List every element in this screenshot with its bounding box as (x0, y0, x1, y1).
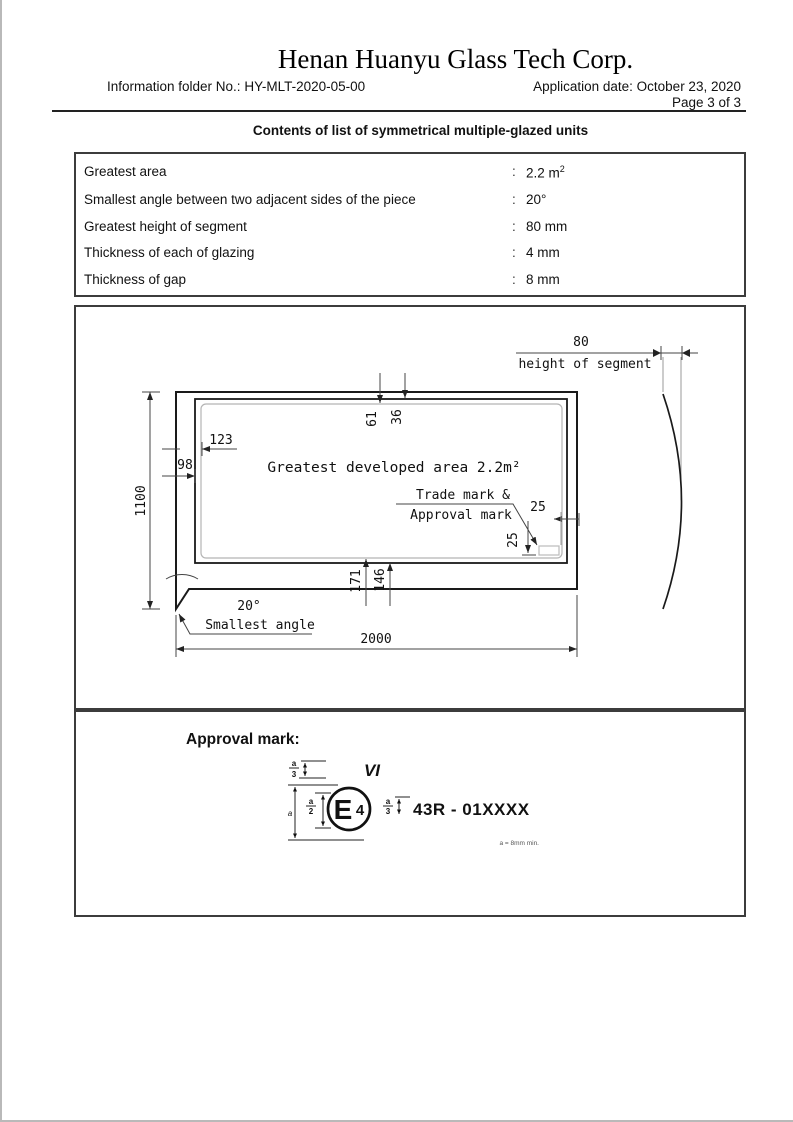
dim-1100 (134, 392, 160, 609)
dim-61-36 (365, 373, 405, 427)
page-number: Page 3 of 3 (671, 95, 741, 110)
fraction-denominator: 2 (308, 807, 314, 816)
spec-label: Thickness of gap (84, 272, 187, 288)
trademark-label-2: Approval mark (410, 508, 512, 523)
technical-drawing-panel (74, 305, 746, 710)
spec-separator: : (512, 163, 516, 179)
fraction-numerator: a (385, 797, 391, 806)
spec-label: Smallest angle between two adjacent sides of the piece (84, 192, 416, 208)
trademark-box (539, 546, 559, 555)
angle-value: 20° (237, 599, 261, 614)
e-mark-country-number: 4 (355, 802, 365, 819)
dim-61-label: 61 (365, 411, 380, 427)
dim-25h-label: 25 (506, 532, 521, 548)
height-of-segment (516, 335, 698, 609)
dim-25w-label: 25 (530, 500, 546, 515)
dim-25-width (530, 500, 579, 545)
spec-separator: : (512, 245, 516, 261)
dim-a-label: a (287, 809, 293, 818)
smallest-angle-callout (166, 575, 315, 634)
angle-label: Smallest angle (205, 618, 315, 633)
approval-mark-panel (74, 710, 746, 917)
spec-table (74, 152, 746, 297)
fraction-denominator: 3 (291, 770, 297, 779)
table-row (76, 162, 744, 181)
e-mark-circle (328, 788, 370, 830)
spec-value: 4 mm (526, 245, 560, 261)
table-row (76, 192, 744, 207)
trademark-label-1: Trade mark & (416, 488, 510, 503)
section-title: Contents of list of symmetrical multiple-glazed units (252, 123, 589, 138)
dim-98 (162, 458, 195, 483)
area-label: Greatest developed area 2.2m² (267, 460, 521, 476)
spec-separator: : (512, 218, 516, 234)
fraction-denominator: 3 (385, 807, 391, 816)
trademark-callout (396, 488, 559, 555)
company-title: Henan Huanyu Glass Tech Corp. (277, 44, 634, 74)
spec-value: 8 mm (526, 272, 560, 288)
application-date: Application date: October 23, 2020 (533, 79, 741, 94)
dim-171-146 (349, 559, 390, 606)
dim-2000-label: 2000 (360, 632, 392, 647)
spec-label: Greatest area (84, 163, 167, 179)
fraction-numerator: a (291, 759, 297, 768)
dim-123 (162, 433, 237, 456)
glazing-drawing (76, 307, 744, 708)
table-row (76, 272, 744, 287)
dim-80-label: 80 (573, 335, 589, 350)
segment-arc (663, 394, 682, 609)
spec-label: Thickness of each of glazing (84, 245, 255, 261)
fraction-a-third-code (383, 797, 410, 816)
min-size-note: a = 8mm min. (499, 840, 539, 847)
dim-171-label: 171 (349, 569, 364, 593)
approval-heading: Approval mark: (186, 731, 300, 748)
spec-value: 80 mm (526, 218, 568, 234)
superscript: 2 (559, 163, 565, 174)
dim-36-label: 36 (390, 409, 405, 425)
dim-123-label: 123 (209, 433, 233, 448)
spec-value: 20° (526, 192, 547, 208)
approval-code: 43R - 01XXXX (413, 800, 530, 819)
info-folder-no: Information folder No.: HY-MLT-2020-05-00 (107, 79, 366, 94)
spec-separator: : (512, 192, 516, 208)
dim-25-height (506, 521, 536, 555)
table-row (76, 219, 744, 234)
header-divider (52, 110, 746, 112)
e-mark-figure (286, 752, 551, 852)
header-meta (107, 79, 741, 94)
spec-label: Greatest height of segment (84, 218, 247, 234)
fraction-numerator: a (308, 797, 314, 806)
dim-1100-label: 1100 (134, 485, 149, 517)
dim-98-label: 98 (177, 458, 193, 473)
e-mark-letter: E (333, 794, 353, 825)
glazing-class-label: VI (363, 761, 381, 780)
dim-146-label: 146 (373, 568, 388, 592)
dim-a (288, 787, 295, 838)
spec-separator: : (512, 272, 516, 288)
fraction-a-third-top (289, 759, 326, 779)
spec-value: 2.2 $m^2$ (526, 163, 565, 181)
table-row (76, 245, 744, 260)
height-of-segment-label: height of segment (518, 357, 652, 372)
